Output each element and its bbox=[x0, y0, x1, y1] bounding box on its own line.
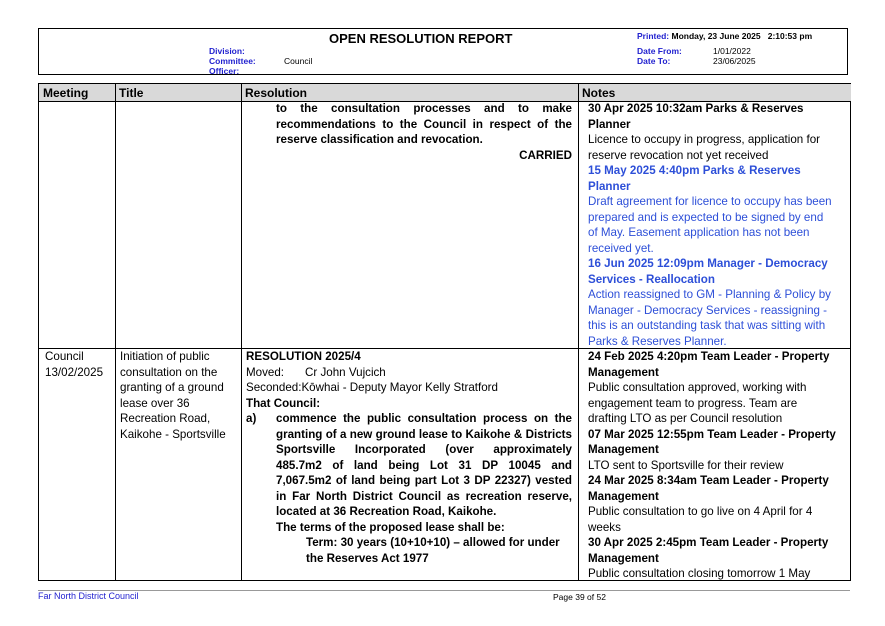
column-header-notes: Notes bbox=[578, 84, 851, 102]
meeting-cell bbox=[45, 349, 113, 380]
note-line: LTO sent to Sportsville for their review bbox=[588, 458, 784, 472]
column-divider bbox=[578, 84, 579, 580]
note-line: Management bbox=[588, 551, 659, 565]
date-from-label: Date From: bbox=[637, 46, 682, 56]
note-line: Licence to occupy in progress, application for bbox=[588, 133, 821, 146]
resolution-continuation bbox=[276, 101, 572, 163]
column-divider bbox=[241, 84, 242, 580]
resolution-line: to the consultation processes and to make bbox=[276, 102, 572, 115]
moved-label: Moved: bbox=[246, 365, 285, 379]
printed-label: Printed: bbox=[637, 31, 670, 41]
note-line: 30 Apr 2025 2:45pm Team Leader - Property bbox=[588, 536, 829, 549]
note-line: 30 Apr 2025 10:32am Parks & Reserves bbox=[588, 102, 804, 115]
resolution-line: reserve classification and revocation. bbox=[276, 133, 483, 146]
note-line: drafting LTO as per Council resolution bbox=[588, 412, 783, 425]
meeting-name: Council bbox=[45, 350, 84, 363]
footer-divider bbox=[38, 590, 850, 591]
note-line: of May. Easement application has not been bbox=[588, 226, 810, 239]
item-line: commence the public consultation process on the bbox=[276, 412, 572, 425]
title-line: lease over 36 bbox=[120, 396, 190, 410]
column-divider bbox=[115, 84, 116, 580]
title-cell bbox=[120, 349, 240, 442]
title-line: Initiation of public bbox=[120, 350, 210, 363]
note-line: Planner bbox=[588, 179, 631, 193]
title-line: consultation on the bbox=[120, 365, 218, 379]
note-line: Management bbox=[588, 489, 659, 503]
officer-label: Officer: bbox=[209, 66, 240, 76]
note-line: Draft agreement for licence to occupy has been bbox=[588, 195, 832, 208]
note-line: Management bbox=[588, 443, 659, 456]
committee-label: Committee: bbox=[209, 56, 256, 66]
note-line: 16 Jun 2025 12:09pm Manager - Democracy bbox=[588, 257, 828, 270]
item-line: 485.7m2 of land being Lot 31 DP 10045 and bbox=[276, 458, 572, 472]
term-line: the Reserves Act 1977 bbox=[306, 551, 429, 565]
note-line: prepared and is expected to be signed by end bbox=[588, 210, 824, 224]
date-from-value: 1/01/2022 bbox=[713, 46, 751, 56]
note-line: Public consultation closing tomorrow 1 May bbox=[588, 567, 811, 580]
printed-value: Monday, 23 June 2025 2:10:53 pm bbox=[671, 31, 813, 41]
item-line: in Far North District Council as recreation reserve, bbox=[276, 489, 572, 503]
item-line: located at 36 Recreation Road, Kaikohe. bbox=[276, 505, 497, 518]
note-line: Public consultation approved, working with bbox=[588, 381, 807, 394]
title-line: Kaikohe - Sportsville bbox=[120, 427, 226, 441]
resolutions-table bbox=[38, 83, 851, 581]
that-council: That Council: bbox=[246, 396, 321, 410]
printed-info bbox=[637, 31, 812, 41]
date-to-value: 23/06/2025 bbox=[713, 56, 756, 66]
term-line: Term: 30 years (10+10+10) – allowed for under bbox=[306, 536, 560, 549]
footer-organisation: Far North District Council bbox=[38, 591, 139, 601]
resolution-line: recommendations to the Council in respect of the bbox=[276, 117, 572, 131]
note-line: 15 May 2025 4:40pm Parks & Reserves bbox=[588, 164, 801, 177]
note-line: Action reassigned to GM - Planning & Policy by bbox=[588, 288, 831, 301]
note-line: this is an outstanding task that was sitting with bbox=[588, 319, 826, 332]
division-label: Division: bbox=[209, 46, 245, 56]
note-line: received yet. bbox=[588, 241, 654, 255]
seconded-line bbox=[246, 380, 572, 396]
item-marker: a) bbox=[246, 412, 257, 425]
notes-cell bbox=[588, 101, 850, 349]
note-line: Planner bbox=[588, 117, 631, 131]
terms-heading: The terms of the proposed lease shall be: bbox=[276, 520, 505, 534]
note-line: Management bbox=[588, 365, 659, 379]
note-line: engagement team to progress. Team are bbox=[588, 396, 798, 410]
moved-line bbox=[246, 365, 572, 381]
meeting-date: 13/02/2025 bbox=[45, 365, 104, 379]
item-line: granting of a new ground lease to Kaikohe & Districts bbox=[276, 427, 572, 441]
note-line: Services - Reallocation bbox=[588, 272, 715, 286]
column-header-resolution: Resolution bbox=[241, 84, 578, 102]
resolution-item bbox=[246, 411, 572, 566]
note-line: Public consultation to go live on 4 April for 4 bbox=[588, 505, 813, 518]
note-line: 07 Mar 2025 12:55pm Team Leader - Property bbox=[588, 427, 836, 441]
note-line: reserve revocation not yet received bbox=[588, 148, 769, 162]
note-line: Manager - Democracy Services - reassigning - bbox=[588, 303, 828, 317]
carried-label: CARRIED bbox=[519, 148, 572, 162]
seconded-value: Kōwhai - Deputy Mayor Kelly Stratford bbox=[301, 381, 498, 394]
note-line: 24 Feb 2025 4:20pm Team Leader - Property bbox=[588, 350, 830, 363]
report-title: OPEN RESOLUTION REPORT bbox=[329, 31, 513, 46]
page-number: Page 39 of 52 bbox=[553, 592, 606, 602]
resolution-cell bbox=[246, 349, 572, 566]
moved-value: Cr John Vujcich bbox=[305, 365, 386, 379]
item-line: Sportsville Incorporated (over approximately bbox=[276, 443, 572, 456]
item-line: 7,067.5m2 of land being part Lot 3 DP 22327) vested bbox=[276, 474, 572, 487]
report-header bbox=[38, 28, 848, 75]
resolution-heading: RESOLUTION 2025/4 bbox=[246, 350, 361, 363]
notes-cell bbox=[588, 349, 850, 582]
committee-value: Council bbox=[284, 56, 313, 66]
column-header-title: Title bbox=[115, 84, 241, 102]
date-to-label: Date To: bbox=[637, 56, 671, 66]
note-line: weeks bbox=[588, 520, 621, 534]
column-header-meeting: Meeting bbox=[39, 84, 115, 102]
title-line: Recreation Road, bbox=[120, 412, 211, 425]
title-line: granting of a ground bbox=[120, 381, 224, 394]
note-line: Parks & Reserves Planner. bbox=[588, 334, 727, 348]
note-line: 24 Mar 2025 8:34am Team Leader - Property bbox=[588, 474, 829, 487]
seconded-label: Seconded: bbox=[246, 381, 302, 394]
